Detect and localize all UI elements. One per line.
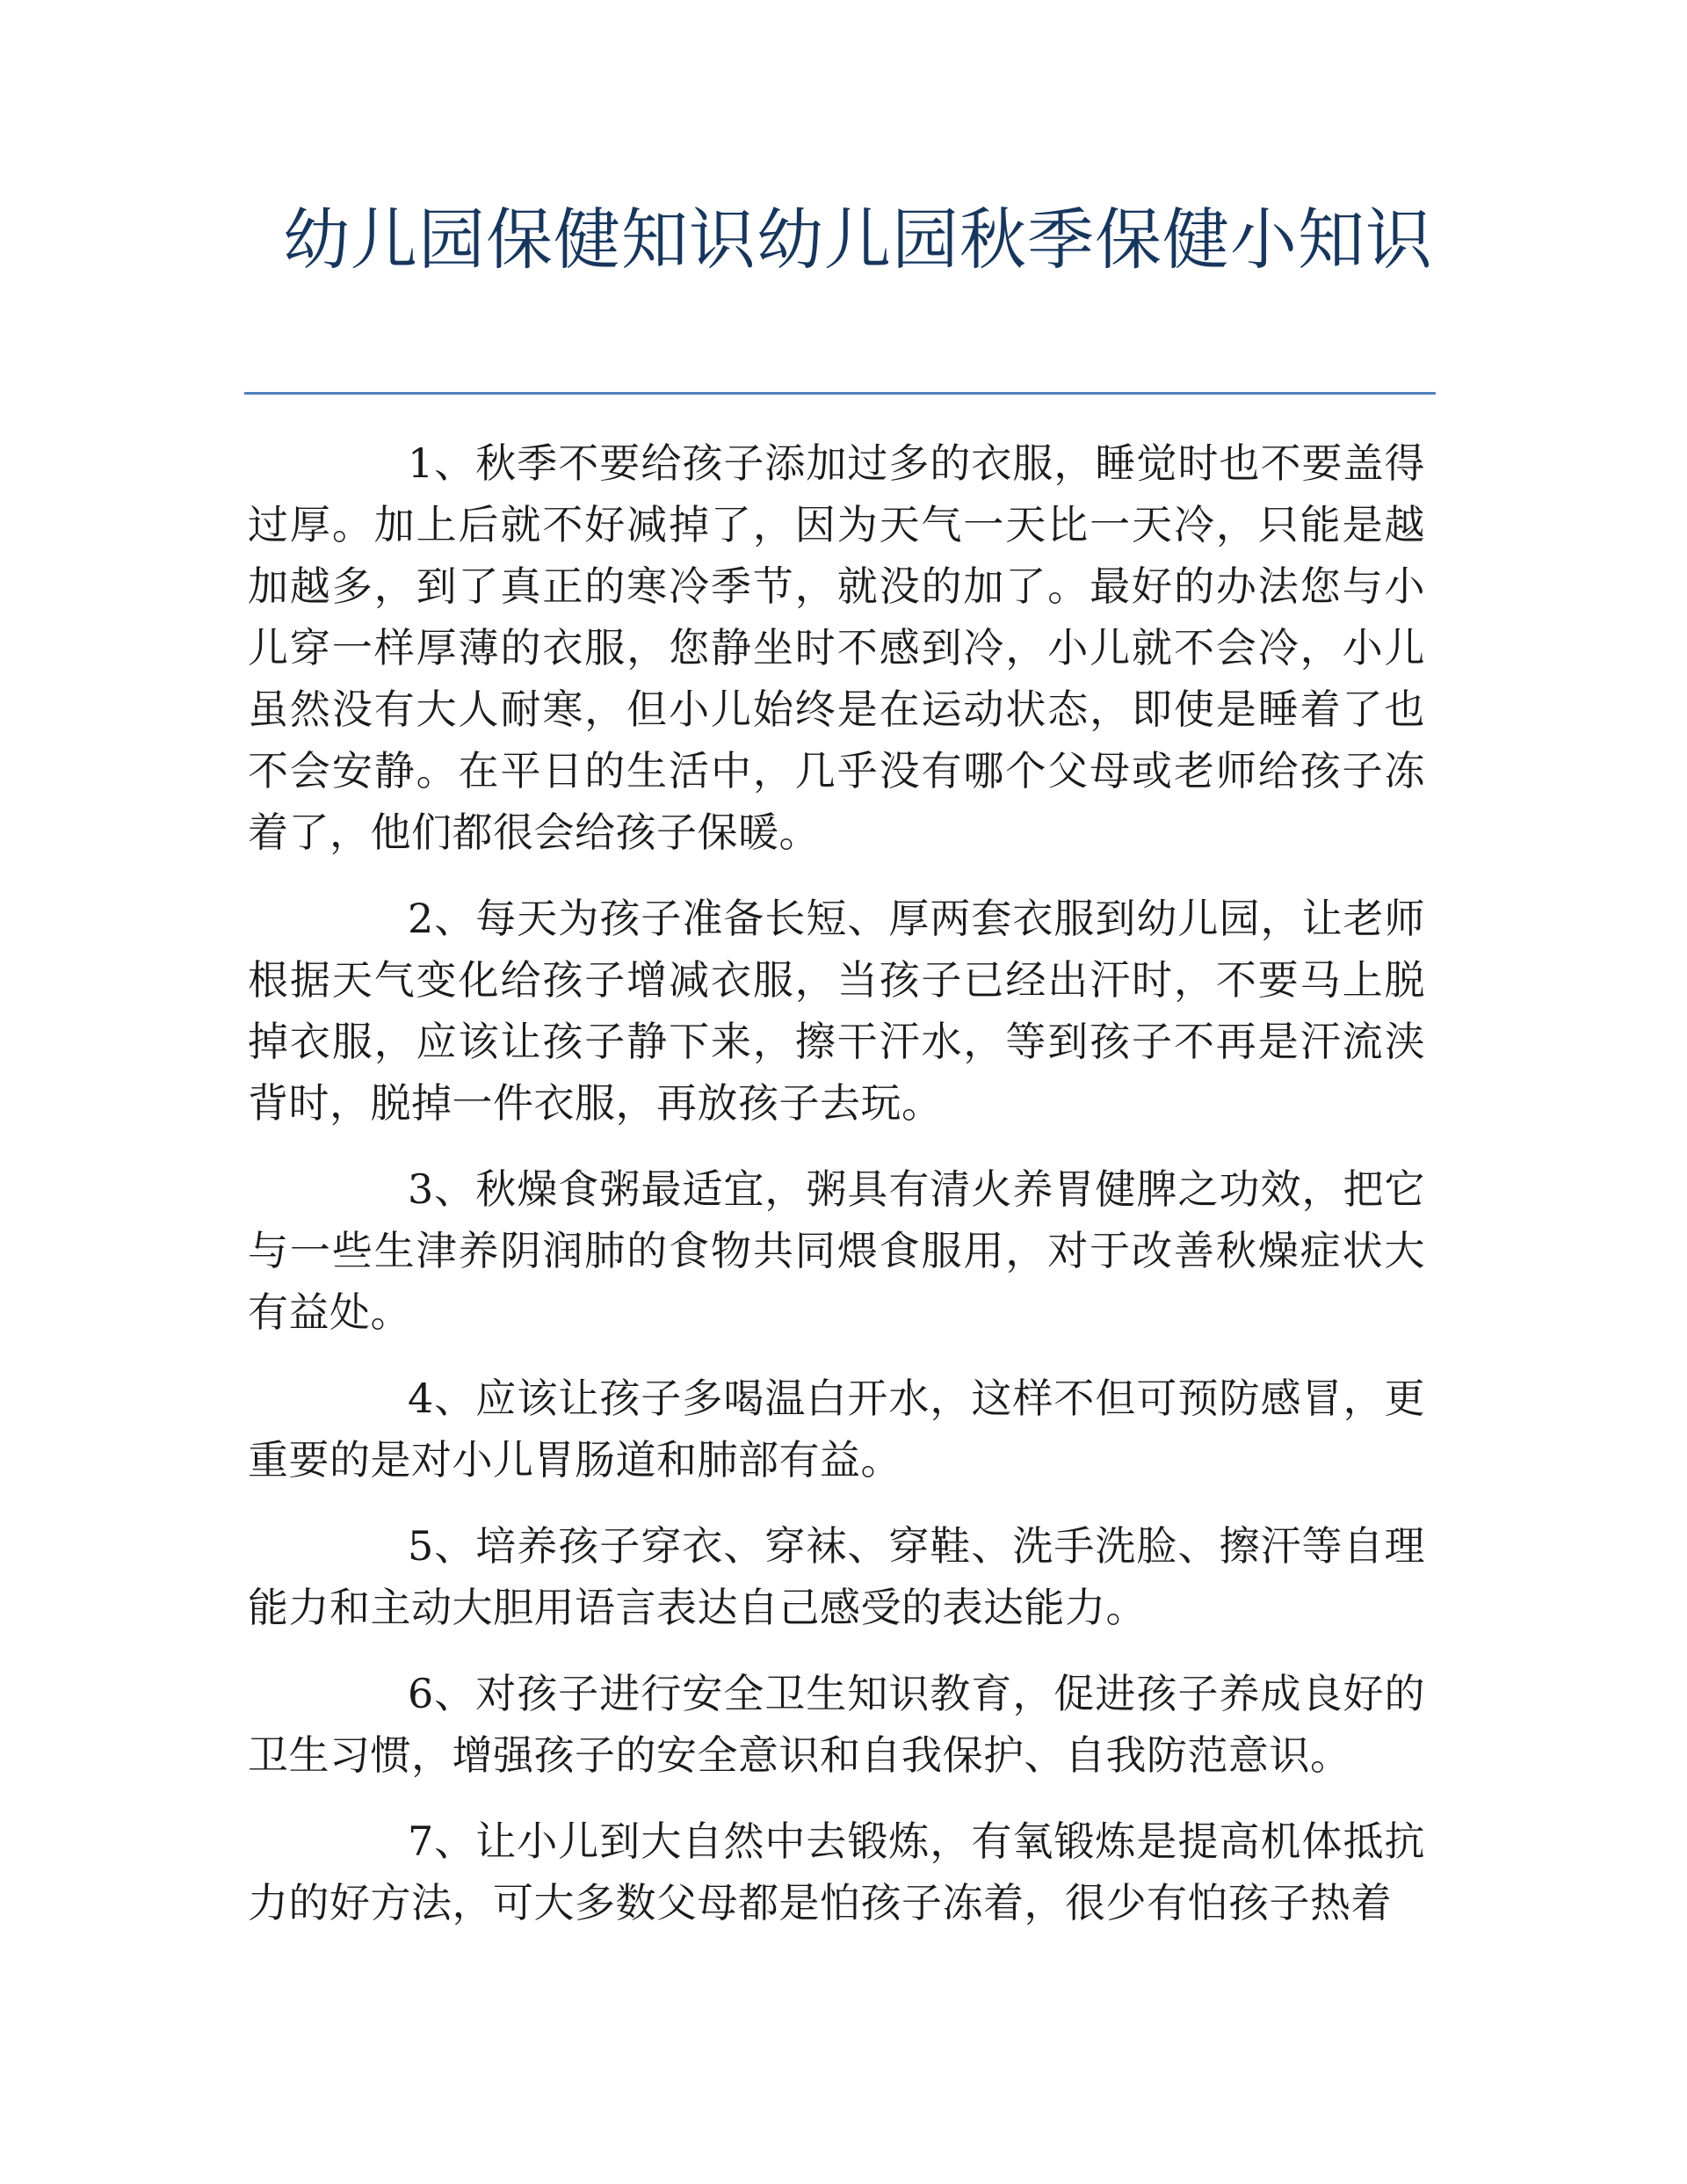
paragraph-2: 2、每天为孩子准备长短、厚两套衣服到幼儿园，让老师根据天气变化给孩子增减衣服，当孩子已经出汗时，不要马上脱掉衣服，应该让孩子静下来，擦干汗水，等到孩子不再是汗流浃背时，脱掉一件衣服，再放孩子去玩。 bbox=[248, 895, 1425, 1127]
paragraph-5: 5、培养孩子穿衣、穿袜、穿鞋、洗手洗脸、擦汗等自理能力和主动大胆用语言表达自己感受的表达能力。 bbox=[248, 1522, 1425, 1631]
paragraph-4: 4、应该让孩子多喝温白开水，这样不但可预防感冒，更重要的是对小儿胃肠道和肺部有益。 bbox=[248, 1375, 1425, 1484]
paragraph-1: 1、秋季不要给孩子添加过多的衣服，睡觉时也不要盖得过厚。加上后就不好减掉了，因为天气一天比一天冷，只能是越加越多，到了真正的寒冷季节，就没的加了。最好的办法您与小儿穿一样厚薄的衣服，您静坐时不感到冷，小儿就不会冷，小儿虽然没有大人耐寒，但小儿始终是在运动状态，即使是睡着了也不会安静。在平日的生活中，几乎没有哪个父母或老师给孩子冻着了，他们都很会给孩子保暖。 bbox=[248, 439, 1425, 856]
paragraph-3: 3、秋燥食粥最适宜，粥具有清火养胃健脾之功效，把它与一些生津养阴润肺的食物共同煨食服用，对于改善秋燥症状大有益处。 bbox=[248, 1165, 1425, 1336]
document-title: 幼儿园保健知识幼儿园秋季保健小知识 bbox=[283, 200, 1433, 279]
document-body bbox=[248, 432, 1425, 1958]
title-underline-divider bbox=[244, 392, 1436, 395]
paragraph-7: 7、让小儿到大自然中去锻炼，有氧锻炼是提高机体抵抗力的好方法，可大多数父母都是怕孩子冻着，很少有怕孩子热着 bbox=[248, 1818, 1425, 1926]
paragraph-6: 6、对孩子进行安全卫生知识教育，促进孩子养成良好的卫生习惯，增强孩子的安全意识和自我保护、自我防范意识。 bbox=[248, 1670, 1425, 1779]
